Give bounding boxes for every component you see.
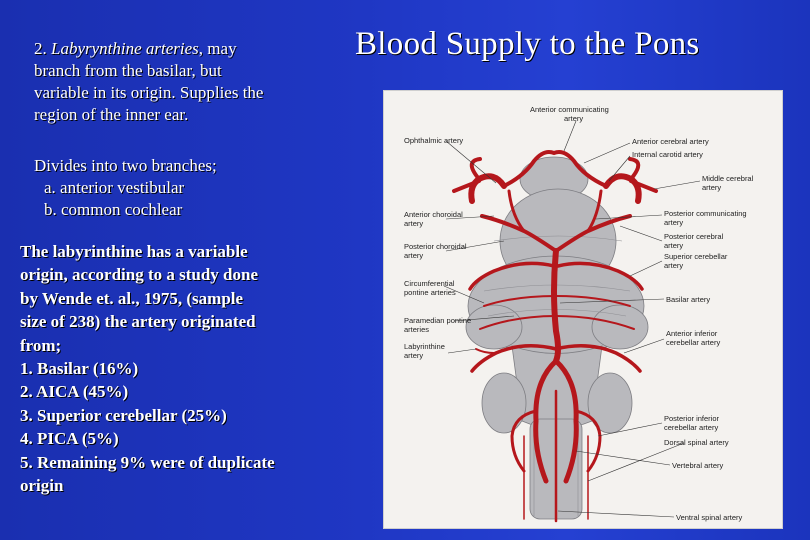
study-list-item: 5. Remaining 9% were of duplicate — [20, 452, 275, 472]
study-line: from; — [20, 335, 62, 355]
label-pica-2: cerebellar artery — [664, 423, 719, 432]
study-line: by Wende et. al., 1975, (sample — [20, 288, 244, 308]
label-middle-cerebral-2: artery — [702, 183, 722, 192]
label-middle-cerebral: Middle cerebral — [702, 174, 754, 183]
label-paramedian-2: arteries — [404, 325, 430, 334]
leader-line — [620, 226, 662, 241]
label-posterior-cerebral-2: artery — [664, 241, 684, 250]
label-superior-cerebellar-2: artery — [664, 261, 684, 270]
brainstem-arteries-figure — [383, 90, 783, 529]
leader-line — [654, 181, 700, 189]
study-list-item: 1. Basilar (16%) — [20, 359, 139, 379]
slide-title: Blood Supply to the Pons — [355, 26, 700, 62]
study-list-item: 4. PICA (5%) — [20, 429, 119, 449]
label-anterior-cerebral: Anterior cerebral artery — [632, 137, 709, 146]
intro-line-3: variable in its origin. Supplies the — [34, 83, 264, 102]
label-superior-cerebellar: Superior cerebellar — [664, 252, 728, 261]
label-posterior-cerebral: Posterior cerebral — [664, 232, 724, 241]
label-anterior-communicating-2: artery — [564, 114, 584, 123]
study-list-item: 3. Superior cerebellar (25%) — [20, 405, 227, 425]
label-posterior-choroidal: Posterior choroidal — [404, 242, 467, 251]
labyrinthine-term: Labyrynthine arteries — [51, 39, 199, 58]
label-anterior-choroidal-2: artery — [404, 219, 424, 228]
branches-heading: Divides into two branches; — [34, 156, 217, 175]
brainstem-illustration — [384, 91, 782, 528]
study-line: origin, according to a study done — [20, 265, 259, 285]
leader-line — [448, 349, 476, 353]
label-pica: Posterior inferior — [664, 414, 720, 423]
label-circumferential: Circumferential — [404, 279, 455, 288]
leader-line — [584, 143, 630, 163]
study-line: The labyrinthine has a variable — [20, 242, 248, 261]
labyrinthine-artery — [476, 349, 494, 353]
label-ophthalmic: Ophthalmic artery — [404, 136, 464, 145]
leader-line — [630, 261, 662, 276]
study-line: size of 238) the artery originated — [20, 312, 256, 332]
intro-paragraph — [34, 38, 263, 126]
label-vertebral: Vertebral artery — [672, 461, 724, 470]
left-olive-region — [482, 373, 526, 433]
label-paramedian: Paramedian pontine — [404, 316, 472, 325]
label-aica-2: cerebellar artery — [666, 338, 721, 347]
study-paragraph — [20, 240, 275, 497]
study-list-item: 2. AICA (45%) — [20, 382, 129, 402]
label-labyrinthine-2: artery — [404, 351, 424, 360]
leader-line — [588, 443, 684, 481]
intro-line-1: 2. Labyrynthine arteries, may — [34, 39, 237, 58]
label-labyrinthine: Labyrinthine — [404, 342, 445, 351]
left-middle-peduncle — [466, 305, 522, 349]
intro-line-2: branch from the basilar, but — [34, 61, 222, 80]
branch-b: b. common cochlear — [44, 200, 183, 219]
label-basilar: Basilar artery — [666, 295, 711, 304]
label-posterior-choroidal-2: artery — [404, 251, 424, 260]
label-anterior-communicating: Anterior communicating — [530, 105, 609, 114]
left-internal-carotid — [471, 176, 504, 201]
leader-line — [576, 451, 670, 465]
right-internal-carotid — [606, 176, 639, 201]
label-posterior-communicating-2: artery — [664, 218, 684, 227]
branch-a: a. anterior vestibular — [44, 178, 185, 197]
label-dorsal-spinal: Dorsal spinal artery — [664, 438, 729, 447]
intro-line-4: region of the inner ear. — [34, 105, 189, 124]
branches-paragraph — [34, 155, 217, 221]
label-posterior-communicating: Posterior communicating — [664, 209, 747, 218]
label-aica: Anterior inferior — [666, 329, 718, 338]
leader-line — [564, 121, 576, 151]
label-circumferential-2: pontine arteries — [404, 288, 456, 297]
label-anterior-choroidal: Anterior choroidal — [404, 210, 463, 219]
label-ventral-spinal: Ventral spinal artery — [676, 513, 743, 522]
label-internal-carotid: Internal carotid artery — [632, 150, 703, 159]
leader-line — [446, 141, 496, 183]
right-middle-peduncle — [592, 305, 648, 349]
study-line: origin — [20, 476, 64, 496]
